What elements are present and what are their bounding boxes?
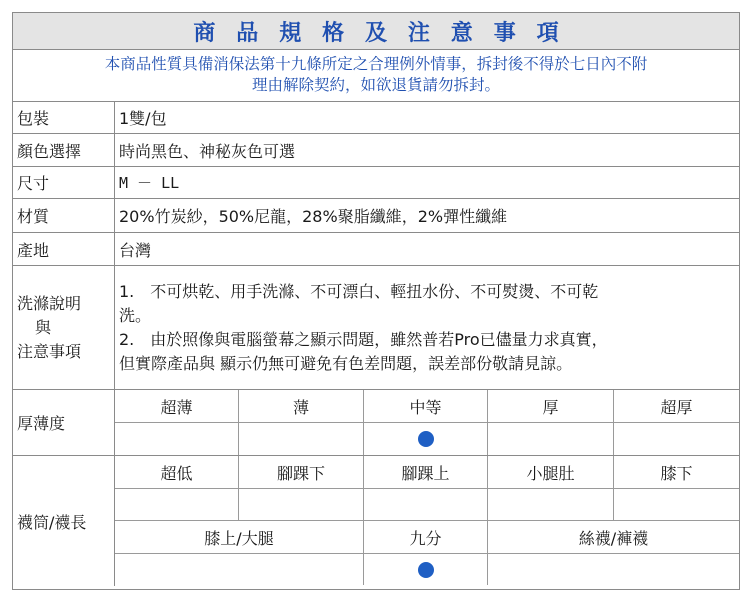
- length-row: [13, 456, 739, 586]
- thickness-option: 中等: [364, 390, 488, 422]
- spec-label: 包裝: [13, 102, 115, 133]
- care-label-line: 與: [35, 317, 52, 337]
- spec-row-color: [13, 134, 739, 167]
- notice-line-1: 本商品性質具備消保法第十九條所定之合理例外情事，拆封後不得於七日內不附: [104, 55, 648, 73]
- length-option: 膝上/大腿: [115, 521, 364, 553]
- thickness-option: 厚: [488, 390, 614, 422]
- spec-row-package: [13, 102, 739, 134]
- length-marks-row1: [115, 489, 739, 521]
- length-marks-row2: [115, 554, 739, 585]
- thickness-option: 超厚: [660, 397, 693, 417]
- length-mark-cell: [488, 489, 614, 520]
- thickness-mark-cell: [115, 423, 239, 455]
- care-text: [115, 266, 739, 389]
- length-grid: [115, 456, 739, 586]
- spec-label: 顏色選擇: [13, 134, 115, 166]
- length-mark-cell: [488, 554, 739, 585]
- length-option: 絲襪/褲襪: [578, 528, 649, 548]
- length-mark-cell: [239, 489, 364, 520]
- return-notice: [13, 50, 739, 102]
- length-mark-cell: [115, 554, 364, 585]
- thickness-mark-cell: [488, 423, 614, 455]
- length-option: 九分: [364, 521, 488, 553]
- spec-value: 20%竹炭紗，50%尼龍，28%聚脂纖維，2%彈性纖維: [119, 207, 508, 226]
- page-title: 商品規格及注意事項: [193, 20, 580, 46]
- spec-value: 1雙/包: [119, 109, 167, 128]
- thickness-mark-cell: [614, 423, 739, 455]
- care-line: 但實際產品與 顯示仍無可避免有色差問題，誤差部份敬請見諒。: [119, 354, 573, 373]
- length-mark-cell: [115, 489, 239, 520]
- spec-row-material: [13, 199, 739, 233]
- spec-table: [12, 12, 740, 590]
- care-row: [13, 266, 739, 390]
- length-option: 膝下: [660, 463, 693, 483]
- spec-value: 台灣: [119, 240, 152, 260]
- length-option: 超低: [115, 456, 239, 488]
- spec-value: 時尚黑色、神秘灰色可選: [119, 141, 296, 161]
- length-options-row2: [115, 521, 739, 554]
- thickness-option: 超薄: [115, 390, 239, 422]
- length-option: 腳踝上: [364, 456, 488, 488]
- thickness-mark-cell: [364, 423, 488, 455]
- thickness-option: 薄: [239, 390, 364, 422]
- notice-line-2: 理由解除契約，如欲退貨請勿拆封。: [251, 76, 500, 94]
- length-mark-cell: [364, 489, 488, 520]
- thickness-label: 厚薄度: [13, 390, 115, 455]
- selected-dot-icon: [418, 431, 434, 447]
- thickness-row: [13, 390, 739, 456]
- selected-dot-icon: [418, 562, 434, 578]
- length-option: 腳踝下: [239, 456, 364, 488]
- spec-value: M － LL: [119, 174, 180, 192]
- thickness-marks: [115, 423, 739, 455]
- care-label: [13, 266, 115, 389]
- care-label-line: 洗滌說明: [17, 293, 82, 313]
- title-bar: [13, 13, 739, 50]
- spec-row-origin: [13, 233, 739, 266]
- length-label: 襪筒/襪長: [13, 456, 115, 586]
- care-line: 2. 由於照像與電腦螢幕之顯示問題，雖然普若Pro已儘量力求真實，: [119, 330, 608, 349]
- care-line: 洗。: [119, 306, 152, 325]
- spec-label: 尺寸: [13, 167, 115, 198]
- length-options-row1: [115, 456, 739, 489]
- length-mark-cell: [364, 554, 488, 585]
- thickness-mark-cell: [239, 423, 364, 455]
- care-line: 1. 不可烘乾、用手洗滌、不可漂白、輕扭水份、不可熨燙、不可乾: [119, 282, 599, 301]
- care-label-line: 注意事項: [17, 341, 82, 361]
- spec-row-size: [13, 167, 739, 199]
- thickness-grid: [115, 390, 739, 455]
- length-mark-cell: [614, 489, 739, 520]
- thickness-options: [115, 390, 739, 423]
- length-option: 小腿肚: [488, 456, 614, 488]
- spec-label: 產地: [13, 233, 115, 265]
- spec-label: 材質: [13, 199, 115, 232]
